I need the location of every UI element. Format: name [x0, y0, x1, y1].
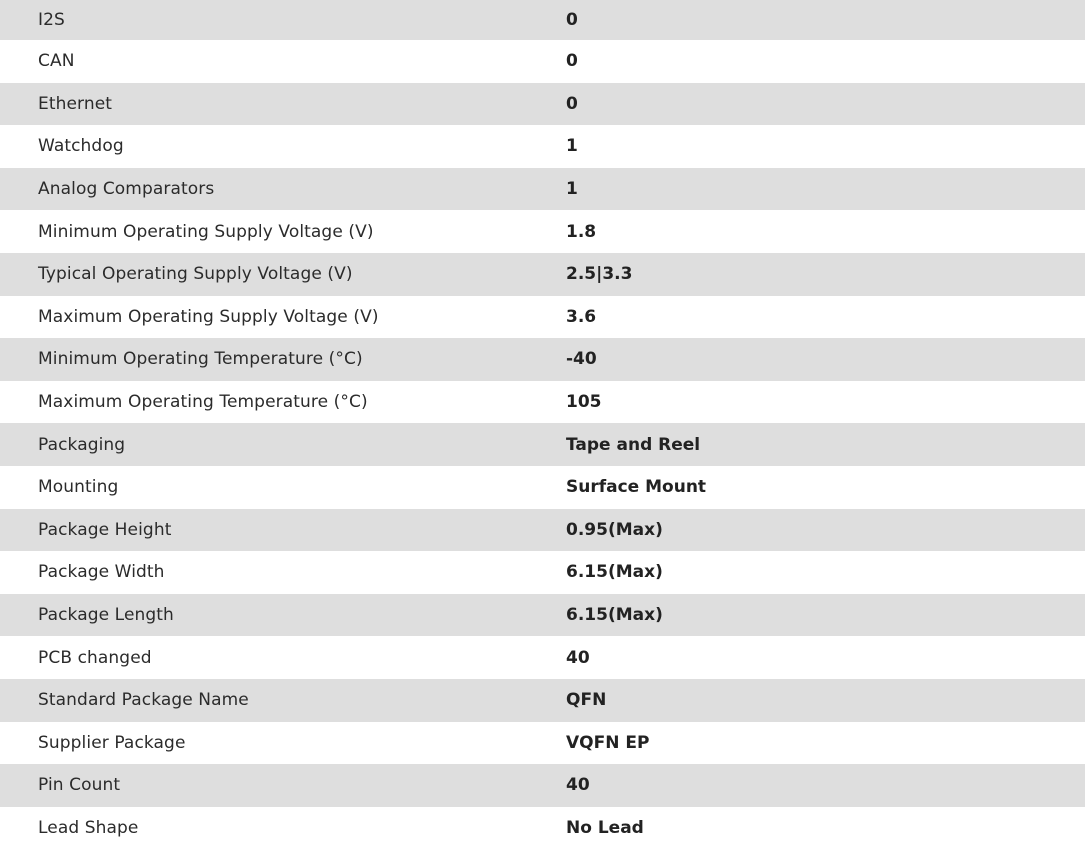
spec-value: 0 [566, 10, 578, 30]
spec-row [0, 40, 1085, 83]
spec-value: Surface Mount [566, 477, 707, 498]
spec-label: CAN [38, 51, 75, 72]
spec-value: VQFN EP [566, 732, 650, 753]
spec-label: Packaging [38, 434, 126, 455]
spec-label: Pin Count [38, 775, 121, 796]
spec-label: I2S [38, 10, 65, 30]
spec-label: Standard Package Name [38, 690, 249, 711]
spec-label: Typical Operating Supply Voltage (V) [38, 264, 353, 285]
spec-value: 105 [566, 392, 602, 413]
spec-row [0, 210, 1085, 253]
spec-value: 2.5|3.3 [566, 264, 633, 285]
spec-label: Supplier Package [38, 732, 186, 753]
spec-row [0, 125, 1085, 168]
spec-row [0, 253, 1085, 296]
spec-value: No Lead [566, 817, 644, 838]
spec-label: Minimum Operating Supply Voltage (V) [38, 221, 374, 242]
spec-value: Tape and Reel [566, 434, 701, 455]
spec-row [0, 381, 1085, 424]
spec-label: PCB changed [38, 647, 152, 668]
spec-row [0, 168, 1085, 211]
spec-row [0, 509, 1085, 552]
spec-value: QFN [566, 690, 607, 711]
spec-row [0, 296, 1085, 339]
spec-row [0, 0, 1085, 40]
spec-row [0, 636, 1085, 679]
spec-row [0, 423, 1085, 466]
spec-row [0, 466, 1085, 509]
spec-value: 0.95(Max) [566, 519, 663, 540]
spec-value: 1.8 [566, 221, 597, 242]
spec-label: Watchdog [38, 136, 124, 157]
spec-row [0, 679, 1085, 722]
spec-label: Maximum Operating Supply Voltage (V) [38, 306, 379, 327]
spec-label: Package Length [38, 605, 174, 626]
spec-label: Lead Shape [38, 817, 139, 838]
spec-value: 6.15(Max) [566, 562, 663, 583]
spec-label: Mounting [38, 477, 119, 498]
spec-row [0, 594, 1085, 637]
spec-value: 0 [566, 93, 578, 114]
spec-value: 6.15(Max) [566, 605, 663, 626]
spec-label: Ethernet [38, 93, 113, 114]
spec-label: Analog Comparators [38, 179, 215, 200]
spec-label: Package Width [38, 562, 165, 583]
spec-label: Minimum Operating Temperature (°C) [38, 349, 363, 370]
spec-row [0, 764, 1085, 807]
spec-value: 40 [566, 647, 590, 668]
spec-value: 0 [566, 51, 578, 72]
spec-row [0, 83, 1085, 126]
spec-value: 1 [566, 136, 578, 157]
spec-value: -40 [566, 349, 597, 370]
spec-row [0, 807, 1085, 849]
spec-row [0, 551, 1085, 594]
spec-row [0, 338, 1085, 381]
spec-row [0, 722, 1085, 765]
spec-label: Package Height [38, 519, 172, 540]
spec-value: 1 [566, 179, 578, 200]
spec-value: 40 [566, 775, 590, 796]
spec-label: Maximum Operating Temperature (°C) [38, 392, 368, 413]
spec-value: 3.6 [566, 306, 597, 327]
